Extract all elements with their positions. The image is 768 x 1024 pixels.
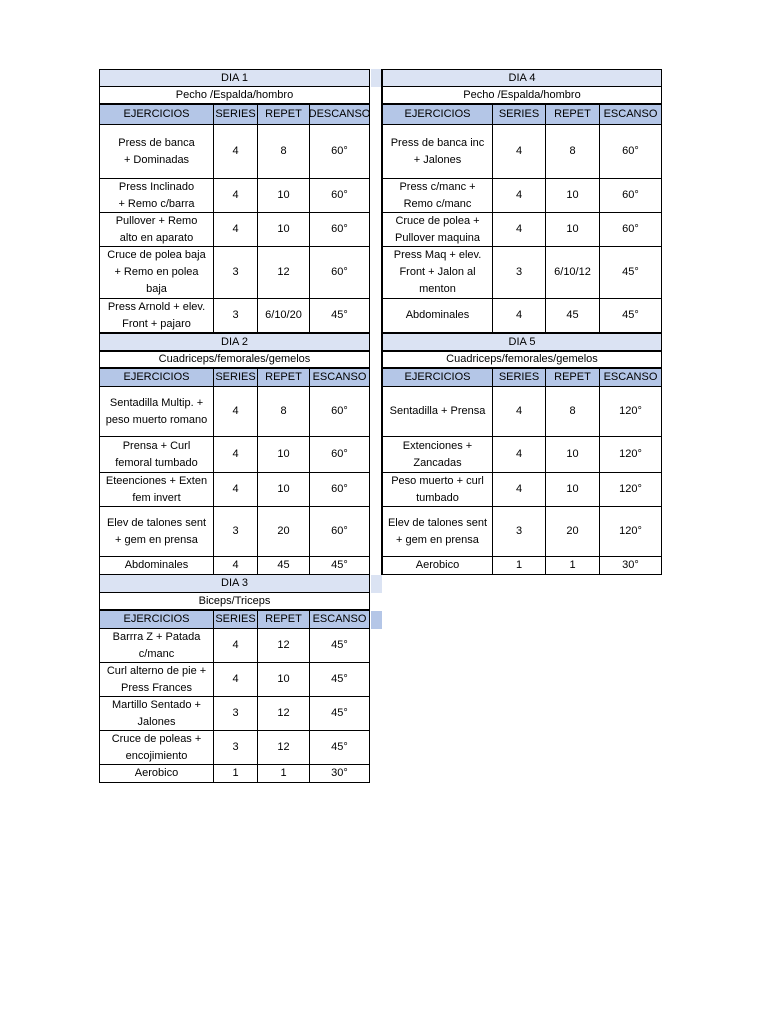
header-repet: REPET bbox=[258, 105, 310, 125]
day-title: DIA 3 bbox=[99, 575, 370, 593]
cell-descanso: 60° bbox=[600, 213, 662, 247]
day-title: DIA 5 bbox=[382, 333, 662, 351]
table-dia1 bbox=[99, 69, 370, 333]
table-row bbox=[382, 473, 662, 507]
cell-repet: 12 bbox=[258, 731, 310, 765]
cell-series: 3 bbox=[493, 507, 546, 557]
cell-ejercicio: Elev de talones sent + gem en prensa bbox=[382, 507, 493, 557]
cell-repet: 20 bbox=[546, 507, 600, 557]
header-ejercicios: EJERCICIOS bbox=[99, 611, 214, 629]
table-row bbox=[382, 437, 662, 473]
table-row bbox=[99, 663, 370, 697]
cell-series: 4 bbox=[214, 473, 258, 507]
header-ejercicios: EJERCICIOS bbox=[99, 369, 214, 387]
cell-ejercicio: Press Inclinado + Remo c/barra bbox=[99, 179, 214, 213]
cell-ejercicio: Extenciones + Zancadas bbox=[382, 437, 493, 473]
cell-series: 3 bbox=[493, 247, 546, 299]
table-row bbox=[99, 507, 370, 557]
cell-descanso: 45° bbox=[310, 663, 370, 697]
cell-descanso: 120° bbox=[600, 507, 662, 557]
cell-repet: 45 bbox=[546, 299, 600, 333]
table-row bbox=[382, 557, 662, 575]
cell-descanso: 60° bbox=[310, 179, 370, 213]
cell-repet: 1 bbox=[546, 557, 600, 575]
cell-ejercicio: Martillo Sentado + Jalones bbox=[99, 697, 214, 731]
cell-repet: 8 bbox=[546, 125, 600, 179]
cell-ejercicio: Sentadilla Multip. + peso muerto romano bbox=[99, 387, 214, 437]
cell-series: 1 bbox=[493, 557, 546, 575]
header-ejercicios: EJERCICIOS bbox=[382, 369, 493, 387]
cell-repet: 10 bbox=[258, 213, 310, 247]
header-repet: REPET bbox=[546, 105, 600, 125]
cell-descanso: 45° bbox=[600, 299, 662, 333]
day-subtitle: Cuadriceps/femorales/gemelos bbox=[99, 351, 370, 369]
cell-repet: 12 bbox=[258, 697, 310, 731]
cell-repet: 8 bbox=[258, 125, 310, 179]
day-title: DIA 4 bbox=[382, 69, 662, 87]
cell-descanso: 60° bbox=[310, 247, 370, 299]
table-row bbox=[382, 247, 662, 299]
cell-repet: 1 bbox=[258, 765, 310, 783]
cell-descanso: 120° bbox=[600, 387, 662, 437]
cell-series: 4 bbox=[214, 213, 258, 247]
cell-descanso: 45° bbox=[310, 731, 370, 765]
table-row bbox=[99, 387, 370, 437]
header-series: SERIES bbox=[214, 105, 258, 125]
cell-ejercicio: Eteenciones + Exten fem invert bbox=[99, 473, 214, 507]
table-row bbox=[99, 629, 370, 663]
cell-descanso: 30° bbox=[310, 765, 370, 783]
cell-repet: 10 bbox=[546, 437, 600, 473]
cell-descanso: 45° bbox=[310, 629, 370, 663]
header-repet: REPET bbox=[258, 611, 310, 629]
cell-descanso: 120° bbox=[600, 437, 662, 473]
table-row bbox=[99, 731, 370, 765]
cell-ejercicio: Press de banca + Dominadas bbox=[99, 125, 214, 179]
cell-ejercicio: Curl alterno de pie + Press Frances bbox=[99, 663, 214, 697]
cell-repet: 10 bbox=[258, 179, 310, 213]
header-descanso: ESCANSO bbox=[310, 611, 370, 629]
day-subtitle: Pecho /Espalda/hombro bbox=[99, 87, 370, 105]
cell-ejercicio: Cruce de polea baja + Remo en polea baja bbox=[99, 247, 214, 299]
cell-ejercicio: Peso muerto + curl tumbado bbox=[382, 473, 493, 507]
table-row bbox=[99, 179, 370, 213]
cell-ejercicio: Aerobico bbox=[99, 765, 214, 783]
cell-descanso: 60° bbox=[310, 125, 370, 179]
cell-repet: 12 bbox=[258, 629, 310, 663]
day-title: DIA 2 bbox=[99, 333, 370, 351]
cell-descanso: 60° bbox=[600, 125, 662, 179]
cell-descanso: 60° bbox=[600, 179, 662, 213]
cell-ejercicio: Press de banca inc + Jalones bbox=[382, 125, 493, 179]
header-series: SERIES bbox=[214, 611, 258, 629]
header-descanso: ESCANSO bbox=[310, 369, 370, 387]
header-repet: REPET bbox=[546, 369, 600, 387]
table-row bbox=[382, 387, 662, 437]
cell-repet: 10 bbox=[546, 213, 600, 247]
cell-series: 4 bbox=[214, 663, 258, 697]
header-ejercicios: EJERCICIOS bbox=[99, 105, 214, 125]
cell-series: 4 bbox=[493, 213, 546, 247]
cell-repet: 10 bbox=[258, 663, 310, 697]
cell-repet: 10 bbox=[546, 473, 600, 507]
cell-ejercicio: Elev de talones sent + gem en prensa bbox=[99, 507, 214, 557]
cell-series: 4 bbox=[214, 125, 258, 179]
cell-descanso: 45° bbox=[600, 247, 662, 299]
cell-series: 4 bbox=[493, 387, 546, 437]
cell-series: 3 bbox=[214, 731, 258, 765]
table-row bbox=[99, 125, 370, 179]
day-title: DIA 1 bbox=[99, 69, 370, 87]
cell-repet: 8 bbox=[546, 387, 600, 437]
cell-ejercicio: Press Arnold + elev. Front + pajaro bbox=[99, 299, 214, 333]
cell-repet: 8 bbox=[258, 387, 310, 437]
cell-descanso: 60° bbox=[310, 507, 370, 557]
header-series: SERIES bbox=[493, 105, 546, 125]
cell-ejercicio: Prensa + Curl femoral tumbado bbox=[99, 437, 214, 473]
cell-series: 4 bbox=[493, 299, 546, 333]
header-descanso: DESCANSO bbox=[310, 105, 370, 125]
table-dia4 bbox=[382, 69, 662, 333]
header-series: SERIES bbox=[214, 369, 258, 387]
cell-ejercicio: Sentadilla + Prensa bbox=[382, 387, 493, 437]
cell-repet: 6/10/12 bbox=[546, 247, 600, 299]
table-row bbox=[99, 557, 370, 575]
table-row bbox=[99, 299, 370, 333]
cell-repet: 20 bbox=[258, 507, 310, 557]
cell-repet: 10 bbox=[258, 437, 310, 473]
cell-repet: 12 bbox=[258, 247, 310, 299]
table-row bbox=[99, 247, 370, 299]
table-row bbox=[99, 213, 370, 247]
day-subtitle: Cuadriceps/femorales/gemelos bbox=[382, 351, 662, 369]
header-ejercicios: EJERCICIOS bbox=[382, 105, 493, 125]
cell-series: 1 bbox=[214, 765, 258, 783]
cell-series: 4 bbox=[214, 437, 258, 473]
cell-ejercicio: Cruce de polea + Pullover maquina bbox=[382, 213, 493, 247]
table-dia2 bbox=[99, 333, 370, 575]
cell-descanso: 60° bbox=[310, 213, 370, 247]
cell-ejercicio: Cruce de poleas + encojimiento bbox=[99, 731, 214, 765]
header-series: SERIES bbox=[493, 369, 546, 387]
cell-series: 4 bbox=[493, 437, 546, 473]
header-repet: REPET bbox=[258, 369, 310, 387]
cell-series: 3 bbox=[214, 247, 258, 299]
cell-ejercicio: Barrra Z + Patada c/manc bbox=[99, 629, 214, 663]
cell-ejercicio: Pullover + Remo alto en aparato bbox=[99, 213, 214, 247]
cell-descanso: 60° bbox=[310, 437, 370, 473]
cell-ejercicio: Aerobico bbox=[382, 557, 493, 575]
cell-ejercicio: Abdominales bbox=[382, 299, 493, 333]
table-row bbox=[382, 179, 662, 213]
cell-descanso: 45° bbox=[310, 299, 370, 333]
cell-ejercicio: Abdominales bbox=[99, 557, 214, 575]
header-descanso: ESCANSO bbox=[600, 105, 662, 125]
table-dia5 bbox=[382, 333, 662, 575]
cell-series: 4 bbox=[214, 629, 258, 663]
day-subtitle: Pecho /Espalda/hombro bbox=[382, 87, 662, 105]
cell-series: 4 bbox=[214, 557, 258, 575]
cell-series: 4 bbox=[214, 387, 258, 437]
cell-series: 4 bbox=[493, 473, 546, 507]
cell-series: 3 bbox=[214, 299, 258, 333]
cell-series: 4 bbox=[493, 179, 546, 213]
cell-series: 3 bbox=[214, 697, 258, 731]
cell-descanso: 45° bbox=[310, 697, 370, 731]
cell-repet: 45 bbox=[258, 557, 310, 575]
cell-descanso: 60° bbox=[310, 387, 370, 437]
cell-descanso: 60° bbox=[310, 473, 370, 507]
cell-ejercicio: Press Maq + elev. Front + Jalon al menton bbox=[382, 247, 493, 299]
cell-descanso: 30° bbox=[600, 557, 662, 575]
cell-ejercicio: Press c/manc + Remo c/manc bbox=[382, 179, 493, 213]
table-row bbox=[99, 437, 370, 473]
cell-repet: 10 bbox=[258, 473, 310, 507]
table-row bbox=[382, 299, 662, 333]
cell-descanso: 45° bbox=[310, 557, 370, 575]
table-row bbox=[99, 697, 370, 731]
cell-repet: 10 bbox=[546, 179, 600, 213]
day-subtitle: Biceps/Triceps bbox=[99, 593, 370, 611]
table-row bbox=[99, 765, 370, 783]
dia3-header-side-shade bbox=[371, 611, 382, 629]
header-descanso: ESCANSO bbox=[600, 369, 662, 387]
cell-repet: 6/10/20 bbox=[258, 299, 310, 333]
table-row bbox=[382, 213, 662, 247]
cell-series: 3 bbox=[214, 507, 258, 557]
cell-descanso: 120° bbox=[600, 473, 662, 507]
cell-series: 4 bbox=[493, 125, 546, 179]
table-dia3 bbox=[99, 575, 370, 783]
table-row bbox=[382, 507, 662, 557]
table-row bbox=[382, 125, 662, 179]
cell-series: 4 bbox=[214, 179, 258, 213]
dia3-side-shade bbox=[371, 575, 382, 593]
table-row bbox=[99, 473, 370, 507]
